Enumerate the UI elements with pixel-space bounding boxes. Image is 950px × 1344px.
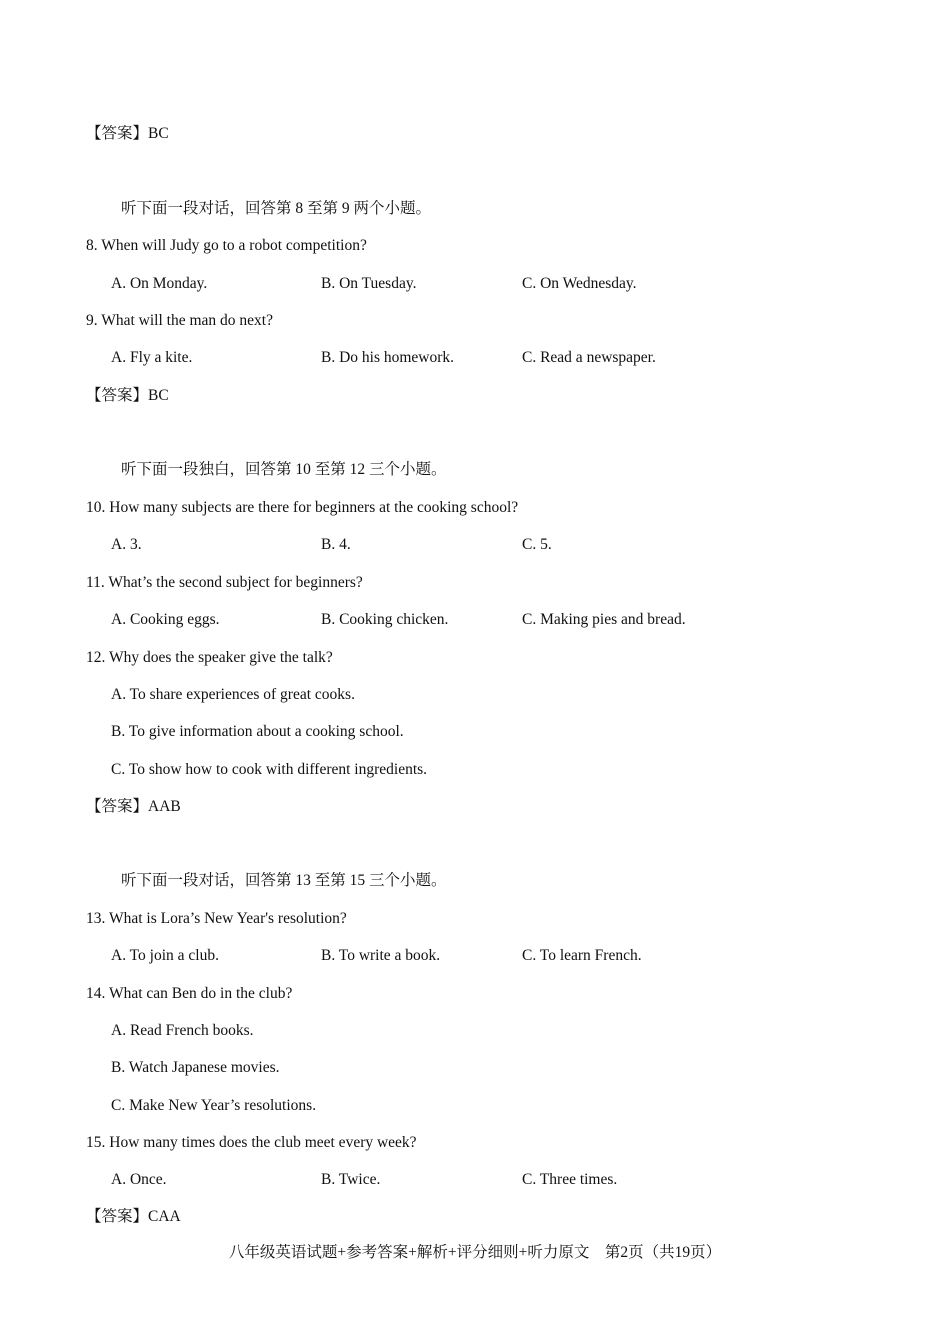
q9-option-a: A. Fly a kite.	[111, 349, 193, 366]
question-15: 15. How many times does the club meet every week?	[86, 1134, 417, 1151]
q11-option-b: B. Cooking chicken.	[321, 611, 449, 628]
q9-option-b: B. Do his homework.	[321, 349, 455, 366]
question-14: 14. What can Ben do in the club?	[86, 985, 293, 1002]
answer-value: CAA	[148, 1208, 181, 1225]
q14-option-b: B. Watch Japanese movies.	[111, 1059, 280, 1076]
answer-line	[86, 797, 181, 817]
q14-option-a: A. Read French books.	[111, 1022, 254, 1039]
q12-option-a: A. To share experiences of great cooks.	[111, 686, 355, 703]
answer-line	[86, 1207, 181, 1227]
q11-option-a: A. Cooking eggs.	[111, 611, 220, 628]
question-13: 13. What is Lora’s New Year's resolution?	[86, 910, 347, 927]
answer-label: 【答案】	[86, 798, 149, 815]
page-footer: 八年级英语试题+参考答案+解析+评分细则+听力原文 第2页（共19页）	[228, 1244, 722, 1261]
q10-option-b: B. 4.	[321, 536, 351, 553]
question-9: 9. What will the man do next?	[86, 312, 273, 329]
q11-option-c: C. Making pies and bread.	[522, 611, 686, 628]
answer-label: 【答案】	[86, 125, 149, 142]
answer-value: AAB	[148, 798, 181, 815]
question-10: 10. How many subjects are there for beginners at the cooking school?	[86, 499, 519, 516]
section-intro: 听下面一段对话，回答第 8 至第 9 两个小题。	[121, 200, 432, 217]
q8-option-a: A. On Monday.	[111, 275, 208, 292]
section-intro: 听下面一段独白，回答第 10 至第 12 三个小题。	[121, 461, 447, 478]
answer-line	[86, 124, 169, 144]
q15-option-b: B. Twice.	[321, 1171, 381, 1188]
q15-option-c: C. Three times.	[522, 1171, 618, 1188]
answer-label: 【答案】	[86, 387, 149, 404]
q15-option-a: A. Once.	[111, 1171, 167, 1188]
answer-label: 【答案】	[86, 1208, 149, 1225]
q14-option-c: C. Make New Year’s resolutions.	[111, 1097, 317, 1114]
question-8: 8. When will Judy go to a robot competition?	[86, 237, 367, 254]
q13-option-c: C. To learn French.	[522, 947, 642, 964]
q13-option-b: B. To write a book.	[321, 947, 441, 964]
q12-option-c: C. To show how to cook with different ingredients.	[111, 761, 428, 778]
q13-option-a: A. To join a club.	[111, 947, 219, 964]
answer-line	[86, 386, 169, 406]
q8-option-b: B. On Tuesday.	[321, 275, 417, 292]
q10-option-a: A. 3.	[111, 536, 142, 553]
answer-value: BC	[148, 125, 169, 142]
q12-option-b: B. To give information about a cooking school.	[111, 723, 404, 740]
section-intro: 听下面一段对话，回答第 13 至第 15 三个小题。	[121, 872, 447, 889]
answer-value: BC	[148, 387, 169, 404]
question-12: 12. Why does the speaker give the talk?	[86, 649, 333, 666]
question-11: 11. What’s the second subject for beginners?	[86, 574, 363, 591]
q10-option-c: C. 5.	[522, 536, 552, 553]
q9-option-c: C. Read a newspaper.	[522, 349, 656, 366]
q8-option-c: C. On Wednesday.	[522, 275, 637, 292]
